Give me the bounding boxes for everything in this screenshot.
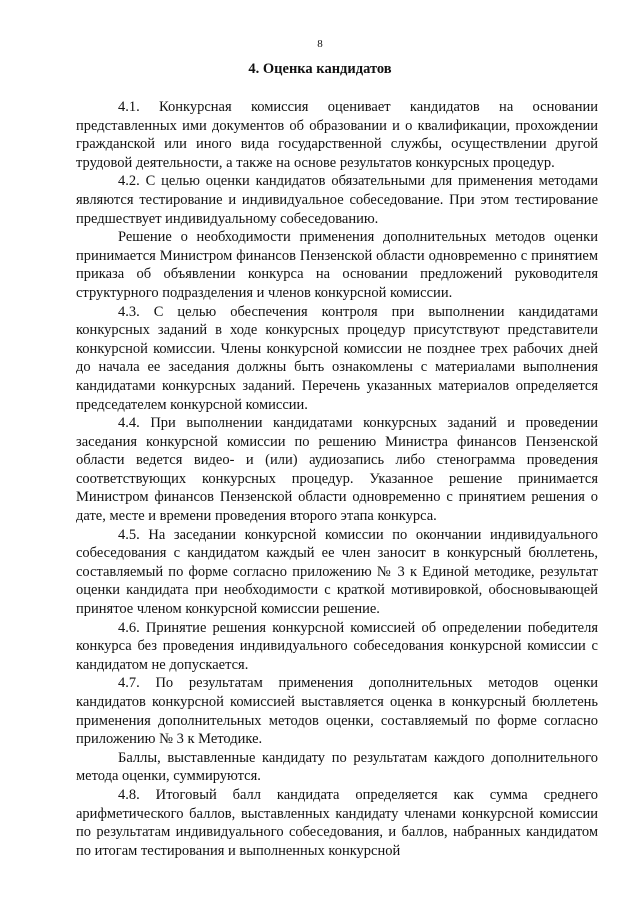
paragraph-4-1: 4.1. Конкурсная комиссия оценивает кандидатов на основании представленных ими документов об образовании и о квалификации, прохождении гражданской или иного вида государственной службы, осуществлении другой трудовой деятельности, а также на основе результатов конкурсных процедур. <box>76 99 598 171</box>
paragraph-4-2-additional-methods: Решение о необходимости применения дополнительных методов оценки принимается Министром финансов Пензенской области одновременно с принятием приказа об объявлении конкурса на основании предложений руководителя структурного подразделения и членов конкурсной комиссии. <box>76 229 598 301</box>
paragraph-4-7-scores: Баллы, выставленные кандидату по результатам каждого дополнительного метода оценки, суммируются. <box>76 749 598 785</box>
paragraph-4-5: 4.5. На заседании конкурсной комиссии по окончании индивидуального собеседования с кандидатом каждый ее член заносит в конкурсный бюллетень, составляемый по форме согласно приложению № 3 к Единой методике, результат оценки кандидата при необходимости с краткой мотивировкой, обосновывающей принятое членом конкурсной комиссии решение. <box>76 526 598 618</box>
page-number: 8 <box>317 38 323 50</box>
paragraph-4-3: 4.3. С целью обеспечения контроля при выполнении кандидатами конкурсных заданий в ходе конкурсных процедур присутствуют представители конкурсной комиссии. Члены конкурсной комиссии не позднее трех рабочих дней до начала ее заседания должны быть ознакомлены с материалами выполнения кандидатами конкурсных заданий. Перечень указанных материалов определяется председателем конкурсной комиссии. <box>76 303 598 413</box>
paragraph-4-7: 4.7. По результатам применения дополнительных методов оценки кандидатов конкурсной комиссией выставляется оценка в конкурсный бюллетень применения дополнительных методов оценки, составляемый по форме согласно приложению № 3 к Методике. <box>76 675 598 748</box>
paragraph-4-4: 4.4. При выполнении кандидатами конкурсных заданий и проведении заседания конкурсной комиссии по решению Министра финансов Пензенской области ведется видео- и (или) аудиозапись либо стенограмма проведения соответствующих конкурсных процедур. Указанное решение принимается Министром финансов Пензенской области одновременно с принятием решения о дате, месте и времени проведения второго этапа конкурса. <box>76 415 598 525</box>
paragraph-4-2: 4.2. С целью оценки кандидатов обязательными для применения методами являются тестирование и индивидуальное собеседование. При этом тестирование предшествует индивидуальному собеседованию. <box>76 173 598 227</box>
section-heading: 4. Оценка кандидатов <box>248 61 392 77</box>
section-body <box>76 98 598 860</box>
paragraph-4-6: 4.6. Принятие решения конкурсной комиссией об определении победителя конкурса без проведения индивидуального собеседования конкурсной комиссии с кандидатом не допускается. <box>76 619 598 673</box>
paragraph-4-8: 4.8. Итоговый балл кандидата определяется как сумма среднего арифметического баллов, выставленных кандидату членами конкурсной комиссии по результатам индивидуального собеседования, и баллов, набранных кандидатом по итогам тестирования и выполненных конкурсной <box>76 786 598 859</box>
